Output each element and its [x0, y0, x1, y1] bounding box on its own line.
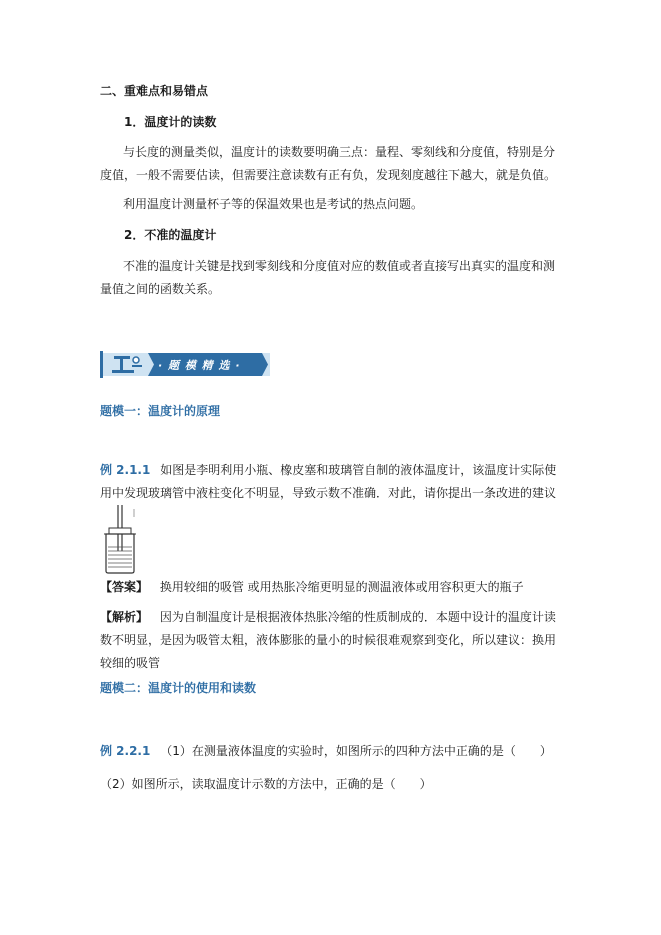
question-text: （2）如图所示，读取温度计示数的方法中，正确的是（ ）: [100, 777, 432, 791]
question-text: （1）在测量液体温度的实验时，如图所示的四种方法中正确的是（ ）: [160, 744, 552, 758]
example-question: [100, 459, 565, 505]
example-question: [100, 740, 565, 763]
analysis: [100, 606, 565, 675]
section-heading: 二、重难点和易错点: [100, 84, 209, 98]
subsection-title: 1．温度计的读数: [124, 115, 217, 129]
bottle-thermometer-icon: [100, 503, 140, 575]
model-title: 题模二：温度计的使用和读数: [100, 681, 257, 695]
answer: [100, 576, 565, 599]
banner-label: · 题 模 精 选 ·: [158, 359, 241, 372]
paragraph: 与长度的测量类似，温度计的读数要明确三点：量程、零刻线和分度值，特别是分度值，一般不需要估读，但需要注意读数有正有负，发现刻度越往下越大，就是负值。: [100, 145, 557, 182]
question-text: 如图是李明利用小瓶、橡皮塞和玻璃管自制的液体温度计，该温度计实际使用中发现玻璃管中液柱变化不明显，导致示数不准确．对此，请你提出一条改进的建议: [100, 463, 557, 500]
analysis-text: 因为自制温度计是根据液体热胀冷缩的性质制成的．本题中设计的温度计读数不明显，是因为吸管太粗，液体膨胀的量小的时候很难观察到变化，所以建议：换用较细的吸管: [100, 610, 557, 670]
example-label: 例 2.1.1: [100, 463, 151, 477]
example-label: 例 2.2.1: [100, 744, 151, 758]
section-banner: [100, 351, 270, 378]
answer-label: 【答案】: [100, 580, 149, 594]
paragraph: 利用温度计测量杯子等的保温效果也是考试的热点问题。: [123, 197, 424, 211]
paragraph: 不准的温度计关键是找到零刻线和分度值对应的数值或者直接写出真实的温度和测量值之间的函数关系。: [100, 259, 556, 296]
model-title: 题模一：温度计的原理: [100, 404, 221, 418]
subsection-title: 2．不准的温度计: [124, 228, 217, 242]
analysis-label: 【解析】: [100, 610, 149, 624]
answer-text: 换用较细的吸管 或用热胀冷缩更明显的测温液体或用容积更大的瓶子: [159, 580, 524, 594]
